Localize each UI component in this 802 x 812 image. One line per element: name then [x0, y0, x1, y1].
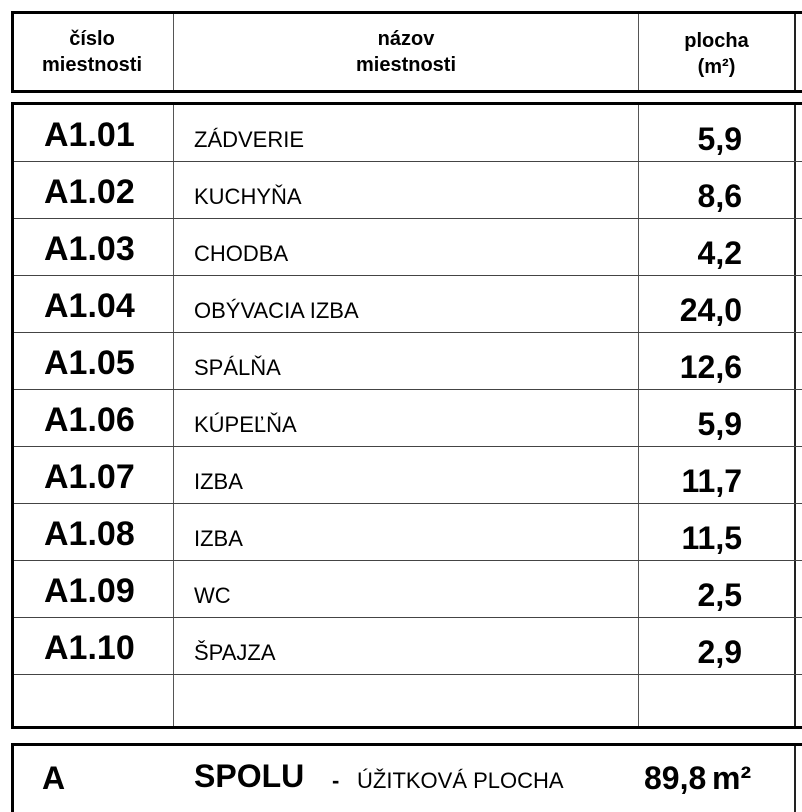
room-code: A1.09 — [44, 572, 135, 610]
header-room-name-line2: miestnosti — [355, 54, 457, 76]
room-name: KUCHYŇA — [194, 184, 302, 209]
table-row — [14, 390, 802, 447]
header-room-number-line1: číslo — [69, 28, 115, 50]
header-room-number-line2: miestnosti — [41, 54, 143, 76]
table-row — [14, 219, 802, 276]
footer-unit: m² — [712, 760, 752, 796]
room-code: A1.10 — [44, 629, 135, 667]
footer-code: A — [42, 760, 66, 796]
room-name: ŠPAJZA — [194, 640, 276, 665]
room-name: WC — [194, 583, 231, 608]
header-area-line1: plocha — [684, 30, 749, 52]
footer-sublabel: ÚŽITKOVÁ PLOCHA — [357, 768, 564, 793]
table-row — [14, 618, 802, 675]
room-area: 11,7 — [681, 463, 742, 499]
room-name: CHODBA — [194, 241, 289, 266]
table-row — [14, 105, 802, 162]
empty-table-row — [14, 675, 802, 732]
room-area: 11,5 — [681, 520, 742, 556]
room-name: SPÁLŇA — [194, 355, 281, 380]
room-code: A1.02 — [44, 173, 135, 211]
room-name: ZÁDVERIE — [194, 127, 305, 152]
table-row — [14, 561, 802, 618]
room-code: A1.04 — [44, 287, 135, 325]
header-room-name — [174, 26, 638, 78]
footer-separator: - — [332, 768, 340, 793]
table-row — [14, 276, 802, 333]
room-area: 5,9 — [697, 121, 742, 157]
header-area — [639, 28, 794, 80]
room-code: A1.08 — [44, 515, 135, 553]
room-name: IZBA — [194, 469, 243, 494]
footer-total-area: 89,8 — [644, 760, 707, 796]
room-area: 8,6 — [697, 178, 742, 214]
room-code: A1.01 — [44, 116, 135, 154]
room-area: 2,5 — [697, 577, 742, 613]
column-divider — [794, 14, 796, 90]
table-header — [11, 11, 802, 93]
room-area: 2,9 — [697, 634, 742, 670]
room-table — [11, 102, 802, 729]
table-footer-total — [11, 743, 802, 812]
room-name: OBÝVACIA IZBA — [194, 298, 359, 323]
table-row — [14, 504, 802, 561]
room-code: A1.03 — [44, 230, 135, 268]
header-area-line2: (m²) — [697, 56, 736, 78]
room-area: 5,9 — [697, 406, 742, 442]
footer-label: SPOLU — [194, 758, 305, 794]
header-room-number — [14, 26, 170, 78]
room-area: 4,2 — [697, 235, 742, 271]
room-name: IZBA — [194, 526, 243, 551]
room-code: A1.06 — [44, 401, 135, 439]
room-area: 24,0 — [679, 292, 742, 328]
room-area: 12,6 — [679, 349, 742, 385]
header-room-name-line1: názov — [377, 28, 435, 50]
table-row — [14, 162, 802, 219]
room-name: KÚPEĽŇA — [194, 412, 297, 437]
room-code: A1.07 — [44, 458, 135, 496]
room-code: A1.05 — [44, 344, 135, 382]
table-row — [14, 447, 802, 504]
table-row — [14, 333, 802, 390]
column-divider — [794, 746, 796, 812]
